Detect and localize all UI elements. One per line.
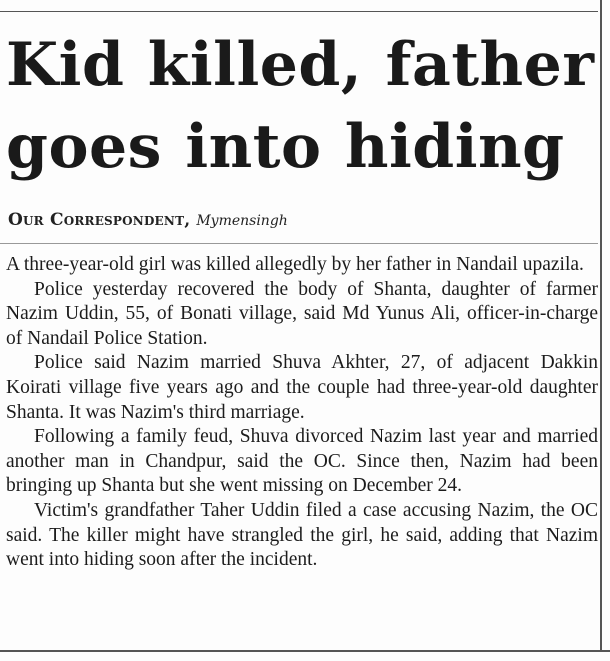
byline-separator <box>0 243 598 244</box>
byline <box>8 210 288 230</box>
headline: Kid killed, father goes into hiding <box>6 30 595 182</box>
bottom-rule <box>0 650 610 652</box>
paragraph: A three-year-old girl was killed allegedly by her father in Nandail upazila. <box>6 254 584 275</box>
article-body <box>6 253 598 573</box>
paragraph: Victim's grandfather Taher Uddin filed a case accusing Nazim, the OC said. The killer might have strangled the girl, he said, adding that Nazim went into hiding soon after the incident. <box>6 499 598 571</box>
paragraph: Police said Nazim married Shuva Akhter, 27, of adjacent Dakkin Koirati village five years ago and the couple had three-year-old daughter Shanta. It was Nazim's third marriage. <box>6 352 598 423</box>
byline-author: Our Correspondent, <box>8 210 191 230</box>
top-rule <box>0 11 598 12</box>
paragraph: Following a family feud, Shuva divorced Nazim last year and married another man in Chandpur, said the OC. Since then, Nazim had been bringing up Shanta but she went missing on December 24. <box>6 426 598 497</box>
paragraph: Police yesterday recovered the body of Shanta, daughter of farmer Nazim Uddin, 55, of Bonati village, said Md Yunus Ali, officer-in-charge of Nandail Police Station. <box>6 278 598 349</box>
byline-location: Mymensingh <box>196 213 288 229</box>
right-rule <box>600 0 602 650</box>
